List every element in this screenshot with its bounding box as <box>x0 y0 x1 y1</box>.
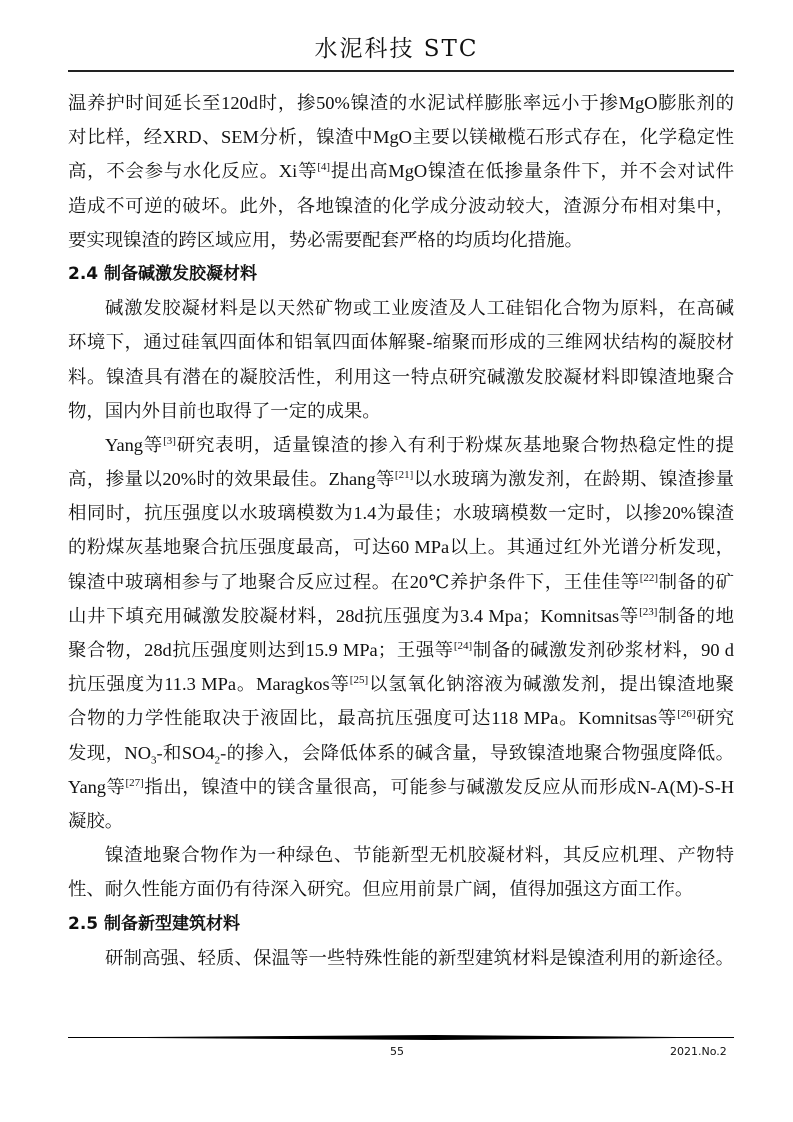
text-run: -的掺入，会降低体系的碱含量，导致镍渣地聚合物强度降低。 <box>220 742 734 763</box>
text-line <box>68 838 734 872</box>
text-run: 制备的矿 <box>658 571 734 592</box>
text-run: 碱激发胶凝材料是以天然矿物或工业废渣及人工硅铝化合物为原料，在高碱 <box>105 298 734 319</box>
text-line <box>68 291 734 325</box>
issue-label: 2021.No.2 <box>670 1045 727 1058</box>
text-run: 抗压强度为11.3 MPa。Maragkos等 <box>68 674 350 695</box>
citation-ref: [24] <box>453 639 473 652</box>
text-run: Yang等 <box>68 776 126 797</box>
citation-ref: [25] <box>349 674 369 687</box>
text-line <box>68 530 734 564</box>
text-line <box>68 189 734 223</box>
text-line <box>68 496 734 530</box>
text-run: 研制高强、轻质、保温等一些特殊性能的新型建筑材料是镍渣利用的新途径。 <box>105 947 734 968</box>
text-line <box>68 633 734 667</box>
text-run: 镍渣地聚合物作为一种绿色、节能新型无机胶凝材料，其反应机理、产物特 <box>105 845 734 866</box>
text-run: 的粉煤灰基地聚合抗压强度最高，可达60 MPa以上。其通过红外光谱分析发现， <box>68 537 734 558</box>
text-run: 凝胶。 <box>68 810 124 831</box>
text-run: 对比样，经XRD、SEM分析，镍渣中MgO主要以镁橄榄石形式存在，化学稳定性 <box>68 127 734 148</box>
article-body <box>68 86 734 975</box>
text-line <box>68 736 734 770</box>
text-run: 环境下，通过硅氧四面体和铝氧四面体解聚-缩聚而形成的三维网状结构的凝胶材 <box>68 332 734 353</box>
text-run: 物，国内外目前也取得了一定的成果。 <box>68 400 381 421</box>
text-run: 制备的地 <box>657 605 734 626</box>
text-run: 制备的碱激发剂砂浆材料，90 d <box>472 640 734 660</box>
text-line <box>68 428 734 462</box>
text-run: 性、耐久性能方面仍有待深入研究。但应用前景广阔，值得加强这方面工作。 <box>68 879 694 900</box>
text-line <box>68 120 734 154</box>
text-run: 高，掺量以20%时的效果最佳。Zhang等 <box>68 469 395 490</box>
text-run: Yang等 <box>105 434 164 455</box>
section-heading <box>68 907 734 941</box>
citation-ref: [3] <box>163 434 176 447</box>
text-line <box>68 804 734 838</box>
text-line <box>68 701 734 735</box>
text-line <box>68 667 734 701</box>
citation-ref: [22] <box>639 571 659 584</box>
text-run: 要实现镍渣的跨区域应用，势必需要配套严格的均质均化措施。 <box>68 229 583 250</box>
text-run: 研究 <box>695 708 734 729</box>
page-number: 55 <box>390 1045 404 1058</box>
text-run: 发现，NO <box>68 742 151 763</box>
text-run: 温养护时间延长至120d时，掺50%镍渣的水泥试样膨胀率远小于掺MgO膨胀剂的 <box>68 93 734 113</box>
text-line <box>68 360 734 394</box>
citation-ref: [23] <box>639 605 658 618</box>
text-line <box>68 770 734 804</box>
text-line <box>68 872 734 906</box>
subscript: 2 <box>214 754 221 767</box>
text-run: 高，不会参与水化反应。Xi等 <box>68 161 318 182</box>
text-line <box>68 941 734 975</box>
citation-ref: [26] <box>677 708 696 721</box>
text-run: 2.5 制备新型建筑材料 <box>68 913 241 934</box>
footer-rule-line <box>68 1037 734 1038</box>
header-rule <box>68 70 734 72</box>
text-line <box>68 223 734 257</box>
citation-ref: [4] <box>317 161 331 174</box>
text-line <box>68 565 734 599</box>
text-run: 造成不可逆的破坏。此外，各地镍渣的化学成分波动较大，渣源分布相对集中， <box>68 195 734 216</box>
text-line <box>68 394 734 428</box>
text-run: 山井下填充用碱激发胶凝材料，28d抗压强度为3.4 Mpa；Komnitsas等 <box>68 605 640 626</box>
text-run: 以氢氧化钠溶液为碱激发剂，提出镍渣地聚 <box>368 674 734 695</box>
subscript: 3 <box>151 754 157 767</box>
text-run: 合物的力学性能取决于液固比，最高抗压强度可达118 MPa。Komnitsas等 <box>68 708 678 729</box>
citation-ref: [21] <box>394 468 414 481</box>
journal-header-title: 水泥科技 STC <box>314 36 479 62</box>
text-run: 指出，镍渣中的镁含量很高，可能参与碱激发反应从而形成N-A(M)-S-H <box>143 776 734 797</box>
text-run: 聚合物，28d抗压强度则达到15.9 MPa；王强等 <box>68 640 454 660</box>
text-run: 2.4 制备碱激发胶凝材料 <box>68 263 258 284</box>
citation-ref: [27] <box>125 776 144 789</box>
text-run: 研究表明，适量镍渣的掺入有利于粉煤灰基地聚合物热稳定性的提 <box>175 434 734 455</box>
text-run: -和SO4 <box>156 742 215 763</box>
text-run: 提出高MgO镍渣在低掺量条件下，并不会对试件 <box>330 161 734 182</box>
text-line <box>68 462 734 496</box>
text-line <box>68 154 734 188</box>
text-line <box>68 86 734 120</box>
text-run: 镍渣中玻璃相参与了地聚合反应过程。在20℃养护条件下，王佳佳等 <box>68 571 640 592</box>
text-run: 以水玻璃为激发剂，在龄期、镍渣掺量 <box>413 469 734 490</box>
text-line <box>68 325 734 359</box>
text-run: 相同时，抗压强度以水玻璃模数为1.4为最佳；水玻璃模数一定时，以掺20%镍渣 <box>68 503 734 524</box>
section-heading <box>68 257 734 291</box>
text-line <box>68 599 734 633</box>
text-run: 料。镍渣具有潜在的凝胶活性，利用这一特点研究碱激发胶凝材料即镍渣地聚合 <box>68 366 734 387</box>
